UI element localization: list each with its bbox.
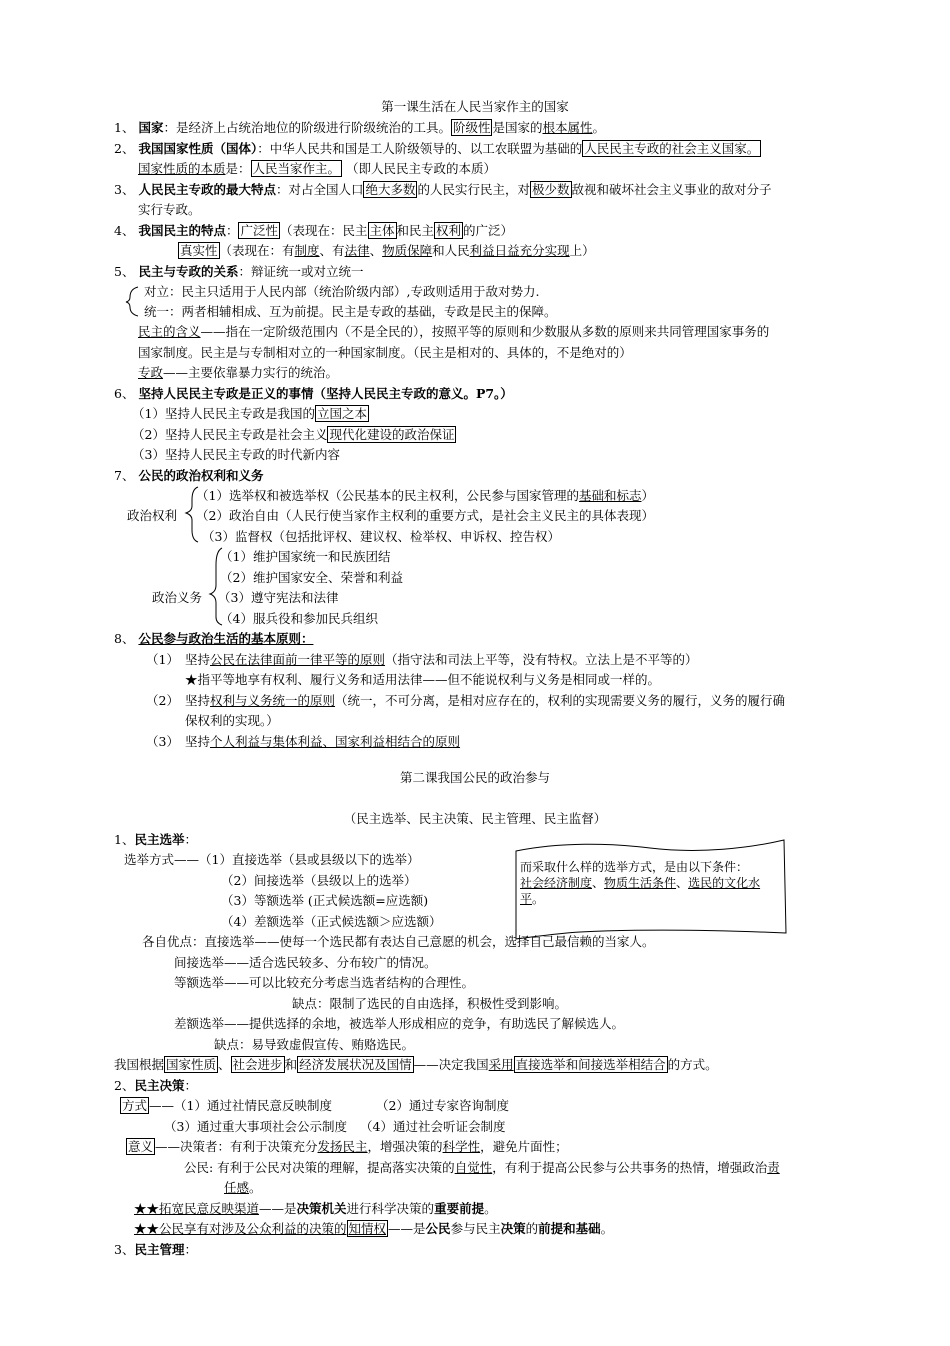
principle-3 — [185, 732, 460, 752]
text: ：中华人民共和国是工人阶级领导的、以工农联盟为基础的 — [257, 141, 583, 156]
principle-3-number: （3） — [146, 734, 179, 749]
bold-term: 决策 — [500, 1221, 526, 1236]
underlined-term: 责 — [767, 1160, 780, 1175]
boxed-term: 方式 — [122, 1098, 148, 1113]
decision-meaning-citizen — [184, 1158, 780, 1178]
text: 和民主 — [396, 223, 435, 238]
text: （1）选举权和被选举权（公民基本的民主权利，公民参与国家管理的 — [196, 488, 579, 503]
item-heading: 民主管理 — [134, 1242, 185, 1257]
election-way-4: （4）差额选举（正式候选额＞应选额） — [221, 914, 442, 929]
decision-key-point-2 — [134, 1219, 613, 1239]
item-number: 4、 — [114, 223, 135, 238]
text: 、 — [218, 1057, 231, 1072]
principle-1-note: ★指平等地享有权利、履行义务和适用法律——但不能说权利与义务是相同或一样的。 — [185, 672, 661, 687]
text: ——决定我国 — [413, 1057, 489, 1072]
item-heading: 公民的政治权利和义务 — [138, 468, 264, 483]
text: （即人民民主专政的本质） — [346, 161, 497, 176]
decision-key-point-1 — [134, 1199, 497, 1219]
item-number: 3、 — [114, 182, 135, 197]
item-heading: 民主决策 — [134, 1078, 185, 1093]
item-6-point-1 — [132, 404, 369, 424]
brace-relation — [126, 287, 138, 316]
underlined-term: 自觉性 — [454, 1160, 493, 1175]
duty-4: （4）服兵役和参加民兵组织 — [220, 611, 378, 626]
underlined-term: ★★公民享有对涉及公众利益的决策的 — [134, 1221, 347, 1236]
text: 的方式。 — [667, 1057, 718, 1072]
bold-term: 重要前提 — [434, 1201, 485, 1216]
text: ） — [641, 488, 654, 503]
underlined-term: 权利与义务统一的原则 — [210, 693, 336, 708]
text: 。 — [592, 120, 606, 135]
item-heading: 坚持人民民主专政是正义的事情（坚持人民民主专政的意义。P7。） — [138, 386, 513, 401]
democracy-definition-line2: 国家制度。民主是与专制相对立的一种国家制度。（民主是相对的、具体的，不是绝对的） — [138, 345, 632, 360]
decision-meaning — [126, 1137, 568, 1157]
item-2-line2 — [138, 159, 496, 179]
boxed-term: 人民当家作主。 — [252, 161, 341, 176]
text: 是国家的 — [492, 120, 543, 135]
underlined-term: 专政 — [138, 365, 164, 380]
item-5 — [114, 262, 363, 282]
bold-term: 公民 — [425, 1221, 451, 1236]
item-1 — [114, 118, 605, 138]
callout-line: 而采取什么样的选举方式，是由以下条件： — [520, 860, 749, 874]
decision-way-2: （2）通过专家咨询制度 — [376, 1098, 509, 1113]
item-3-line2: 实行专政。 — [138, 202, 201, 217]
underlined-term: 国家性质的本质 — [138, 161, 226, 176]
right-2: （2）政治自由（人民行使当家作主权利的重要方式，是社会主义民主的具体表现） — [196, 508, 654, 523]
text: 进行科学决策的 — [346, 1201, 435, 1216]
decision-way-3: （3）通过重大事项社会公示制度 — [164, 1119, 347, 1134]
item-heading: 我国民主的特点 — [138, 223, 226, 238]
duty-2: （2）维护国家安全、荣誉和利益 — [220, 570, 403, 585]
text: ：是经济上占统治地位的阶级进行阶级统治的工具。 — [163, 120, 451, 135]
underlined-term: 法律 — [344, 243, 370, 258]
item-8 — [114, 629, 313, 649]
principle-2-number: （2） — [146, 693, 179, 708]
rights-label: 政治权利 — [127, 508, 178, 523]
underlined-term: 制度 — [294, 243, 320, 258]
text: ：对占全国人口 — [275, 182, 364, 197]
bold-term: 前提和基础 — [538, 1221, 601, 1236]
text: 的人民实行民主，对 — [417, 182, 530, 197]
boxed-term: 阶级性 — [452, 120, 491, 135]
text: ——指在一定阶级范围内（不是全民的），按照平等的原则和少数服从多数的原则来共同管理国家事务的 — [200, 324, 770, 339]
text: （表现在：有 — [219, 243, 295, 258]
text: 参与民主 — [450, 1221, 501, 1236]
text: 我国根据 — [114, 1057, 165, 1072]
text: 、 — [592, 876, 605, 890]
underlined-term: 物质生活条件 — [604, 876, 677, 890]
text: 上） — [569, 243, 595, 258]
boxed-term: 立国之本 — [316, 406, 367, 421]
item-heading: 民主与专政的关系 — [138, 264, 239, 279]
lesson1-title: 第一课生活在人民当家作主的国家 — [381, 99, 569, 114]
boxed-term: 人民民主专政的社会主义国家。 — [584, 141, 760, 156]
text: 和 — [284, 1057, 298, 1072]
decision-ways — [120, 1096, 332, 1116]
text: 。 — [600, 1221, 614, 1236]
boxed-term: 知情权 — [348, 1221, 387, 1236]
underlined-term: ★★拓宽民意反映渠道 — [134, 1201, 260, 1216]
text: ： — [184, 832, 197, 847]
principle-2-line2: 保权利的实现。） — [185, 713, 279, 728]
relation-opposition: 对立：民主只适用于人民内部（统治阶级内部）,专政则适用于敌对势力. — [144, 284, 540, 299]
underlined-term: 公民在法律面前一律平等的原则 — [210, 652, 386, 667]
item-6 — [114, 384, 513, 404]
callout-conditions — [520, 875, 782, 907]
item-heading: 国家 — [138, 120, 164, 135]
section-3 — [114, 1240, 197, 1260]
text: ： — [184, 1242, 197, 1257]
duty-1: （1）维护国家统一和民族团结 — [220, 549, 391, 564]
duty-3: （3）遵守宪法和法律 — [218, 590, 339, 605]
underlined-term: 发扬民主 — [317, 1139, 368, 1154]
item-4-line2 — [178, 241, 595, 261]
text: （指守法和司法上平等，没有特权。立法上是不平等的） — [385, 652, 698, 667]
text: ——主要依靠暴力实行的统治。 — [163, 365, 339, 380]
text: （1）坚持人民民主专政是我国的 — [132, 406, 315, 421]
item-6-point-3: （3）坚持人民民主专政的时代新内容 — [132, 447, 340, 462]
decision-meaning-citizen-line2 — [224, 1178, 262, 1198]
boxed-term: 国家性质 — [166, 1057, 217, 1072]
text: ： — [184, 1078, 197, 1093]
election-way-1: 选举方式——（1）直接选举（县或县级以下的选举） — [124, 852, 420, 867]
text: ——（1）通过社情民意反映制度 — [149, 1098, 332, 1113]
election-basis — [114, 1055, 718, 1075]
item-heading: 人民民主专政的最大特点 — [138, 182, 276, 197]
boxed-term: 广泛性 — [240, 223, 278, 238]
item-number: 1、 — [114, 832, 135, 847]
boxed-term: 社会进步 — [232, 1057, 283, 1072]
text: ，增强决策的 — [367, 1139, 443, 1154]
underlined-term: 社会经济制度 — [520, 876, 593, 890]
text: 。 — [532, 892, 545, 906]
advantage-equal: 等额选举——可以比较充分考虑当选者结构的合理性。 — [174, 975, 475, 990]
text: 。 — [249, 1180, 262, 1195]
text: ，避免片面性； — [480, 1139, 568, 1154]
text: 、 — [369, 243, 383, 258]
item-heading: 我国国家性质（国体） — [138, 141, 258, 156]
item-3 — [114, 180, 772, 200]
text: 坚持 — [185, 693, 211, 708]
item-number: 5、 — [114, 264, 135, 279]
boxed-term: 现代化建设的政治保证 — [329, 427, 455, 442]
item-6-point-2 — [132, 425, 456, 445]
decision-way-4: （4）通过社会听证会制度 — [360, 1119, 506, 1134]
text: ，有利于提高公民参与公共事务的热情，增强政治 — [492, 1160, 768, 1175]
boxed-term: 绝大多数 — [365, 182, 416, 197]
advantage-differential: 差额选举——提供选择的余地，被选举人形成相应的竞争，有助选民了解候选人。 — [174, 1016, 625, 1031]
underlined-term: 任感 — [224, 1180, 250, 1195]
boxed-term: 直接选举和间接选举相结合 — [515, 1057, 666, 1072]
text: ——决策者：有利于决策充分 — [155, 1139, 318, 1154]
boxed-term: 意义 — [128, 1139, 154, 1154]
text: 公民: 有利于公民对决策的理解，提高落实决策的 — [184, 1160, 455, 1175]
democracy-definition — [138, 322, 769, 342]
boxed-term: 经济发展状况及国情 — [299, 1057, 412, 1072]
text: ——是 — [388, 1221, 426, 1236]
text: 、 — [676, 876, 689, 890]
election-way-3: （3）等额选举 (正式候选额=应选额) — [221, 893, 429, 908]
lesson2-subtitle: （民主选举、民主决策、民主管理、民主监督） — [343, 811, 607, 826]
underlined-term: 利益日益充分实现 — [469, 243, 570, 258]
advantage-indirect: 间接选举——适合选民较多、分布较广的情况。 — [174, 955, 437, 970]
duties-label: 政治义务 — [152, 590, 203, 605]
boxed-term: 权利 — [436, 223, 462, 238]
boxed-term: 主体 — [369, 223, 395, 238]
text: 的 — [525, 1221, 539, 1236]
drawback-differential: 缺点：易导致虚假宣传、贿赂选民。 — [214, 1037, 415, 1052]
principle-1 — [185, 650, 698, 670]
bold-term: 决策机关 — [296, 1201, 347, 1216]
item-2 — [114, 139, 761, 159]
underlined-term: 民主的含义 — [138, 324, 201, 339]
text: 和人民 — [432, 243, 470, 258]
text: 、有 — [319, 243, 345, 258]
item-number: 2、 — [114, 1078, 135, 1093]
underlined-term: 基础和标志 — [578, 488, 642, 503]
section-1 — [114, 830, 197, 850]
relation-unity: 统一：两者相辅相成、互为前提。民主是专政的基础，专政是民主的保障。 — [144, 304, 557, 319]
text: 的广泛） — [463, 223, 514, 238]
right-1 — [196, 486, 654, 506]
text: （2）坚持人民民主专政是社会主义 — [132, 427, 328, 442]
underlined-term: 科学性 — [442, 1139, 481, 1154]
item-heading: 民主选举 — [134, 832, 185, 847]
section-2 — [114, 1076, 197, 1096]
text: ——是 — [259, 1201, 297, 1216]
item-number: 3、 — [114, 1242, 135, 1257]
item-number: 8、 — [114, 631, 135, 646]
right-3: （3）监督权（包括批评权、建议权、检举权、申诉权、控告权） — [202, 529, 560, 544]
underlined-term: 根本属性 — [542, 120, 593, 135]
item-number: 1、 — [114, 120, 135, 135]
text: 敌视和破坏社会主义事业的敌对分子 — [571, 182, 772, 197]
text: ：辩证统一或对立统一 — [238, 264, 364, 279]
text: （表现在：民主 — [279, 223, 368, 238]
principle-2 — [185, 691, 785, 711]
text: （统一，不可分离，是相对应存在的，权利的实现需要义务的履行，义务的履行确 — [335, 693, 786, 708]
text: 是： — [225, 161, 251, 176]
principle-1-number: （1） — [146, 652, 179, 667]
text: 坚持 — [185, 734, 211, 749]
item-number: 2、 — [114, 141, 135, 156]
boxed-term: 真实性 — [180, 243, 218, 258]
item-4 — [114, 221, 513, 241]
item-number: 6、 — [114, 386, 135, 401]
item-number: 7、 — [114, 468, 135, 483]
text: 坚持 — [185, 652, 211, 667]
drawback-equal: 缺点：限制了选民的自由选择，积极性受到影响。 — [292, 996, 568, 1011]
underlined-term: 采用 — [488, 1057, 514, 1072]
boxed-term: 极少数 — [532, 182, 570, 197]
item-heading: 公民参与政治生活的基本原则： — [138, 631, 314, 646]
lesson2-title: 第二课我国公民的政治参与 — [399, 770, 550, 785]
text: 。 — [484, 1201, 497, 1216]
item-7 — [114, 466, 263, 486]
underlined-term: 物质保障 — [382, 243, 433, 258]
advantage-direct: 各自优点：直接选举——使每一个选民都有表达自己意愿的机会，选择自己最信赖的当家人。 — [142, 934, 655, 949]
callout-note — [520, 859, 782, 907]
dictatorship-definition — [138, 363, 338, 383]
text: ： — [225, 223, 239, 238]
underlined-term: 选民的文化水平 — [520, 876, 761, 906]
underlined-term: 个人利益与集体利益、国家利益相结合的原则 — [210, 734, 461, 749]
election-way-2: （2）间接选举（县级以上的选举） — [221, 873, 417, 888]
